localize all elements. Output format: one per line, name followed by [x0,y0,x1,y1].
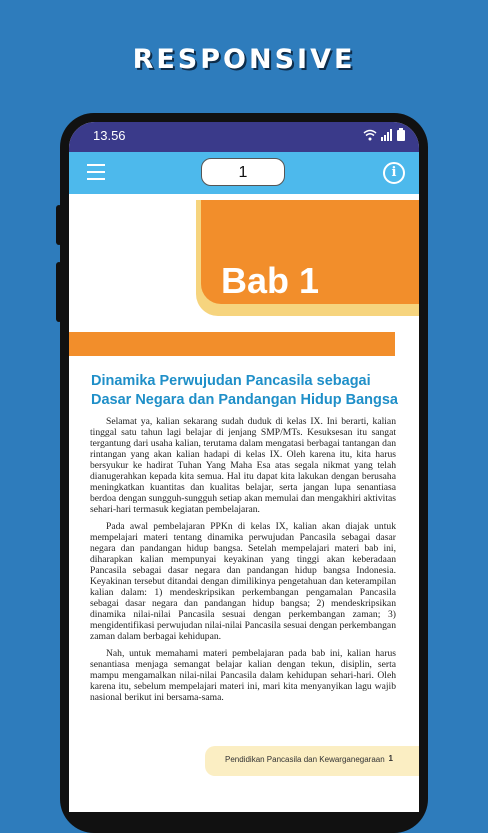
status-time: 13.56 [93,128,126,143]
battery-icon [397,128,405,141]
info-icon[interactable]: i [383,162,405,184]
chapter-title: Dinamika Perwujudan Pancasila sebagai Dasar Negara dan Pandangan Hidup Bangsa [91,373,398,408]
menu-icon[interactable] [87,164,105,180]
app-screen [69,122,419,812]
chapter-divider-bar [69,332,395,356]
paragraph: Nah, untuk memahami materi pembelajaran pada bab ini, kalian harus senantiasa menjaga semangat belajar kalian dengan tekun, disiplin, serta mampu mengamalkan nilai-nilai Pancasila dalam kehidupan sehari-hari. Oleh karena itu, sebelum mempelajari materi ini, mari kita menyanyikan lagu wajib nasional berikut ini bersama-sama. [90,648,396,703]
paragraph: Pada awal pembelajaran PPKn di kelas IX, kalian akan diajak untuk mempelajari materi tentang dinamika perwujudan Pancasila sebagai dasar negara dan pandangan hidup bangsa. Setelah mempelajari materi bab ini, diharapkan kalian mempunyai keyakinan yang tinggi akan keberadaan Pancasila sebagai dasar negara dan pandangan hidup bangsa Indonesia. Keyakinan tersebut ditandai dengan dimilikinya pengetahuan dan keterampilan kalian dalam: 1) mendeskripsikan perkembangan pengamalan Pancasila sebagai dasar negara dan pandangan hidup bangsa; 2) mendeskripsikan dinamika nilai-nilai Pancasila sesuai dengan perkembangan zaman; 3) mengidentifikasi perwujudan nilai-nilai Pancasila sesuai dengan perkembangan zaman dalam berbagai kehidupan. [90,521,396,642]
signal-icon [381,129,393,141]
wifi-icon [363,129,377,141]
chapter-header-box [201,200,419,304]
page-footer [205,746,419,776]
chapter-label: Bab 1 [221,260,320,301]
chapter-body [90,416,396,709]
promo-headline: RESPONSIVE [132,44,356,75]
reader-toolbar [69,152,419,194]
footer-book-title: Pendidikan Pancasila dan Kewarganegaraan [225,755,385,764]
page-number-input[interactable]: 1 [201,158,285,186]
paragraph: Selamat ya, kalian sekarang sudah duduk di kelas IX. Ini berarti, kalian tinggal satu tahun lagi belajar di jenjang SMP/MTs. Kesuksesan itu sangat tergantung dari usaha kalian, terutama dalam mengatasi berbagai tantangan dan rintangan yang akan kalian hadapi di kelas IX. Oleh karena itu, kita harus bersyukur ke hadirat Tuhan Yang Maha Esa atas segala nikmat yang telah dianugerahkan kepada kita semua. Hal itu dapat kita lakukan dengan berusaha meningkatkan kuantitas dan kualitas belajar, serta jangan lupa senantiasa berdoa dengan sungguh-sungguh setiap akan memulai dan mengakhiri aktivitas sehari-hari termasuk kegiatan pembelajaran. [90,416,396,515]
status-bar [69,122,419,152]
status-icons [363,128,405,141]
phone-side-button [56,262,62,322]
phone-side-button [56,205,62,245]
book-page[interactable] [69,194,419,812]
footer-page-number: 1 [388,754,393,763]
